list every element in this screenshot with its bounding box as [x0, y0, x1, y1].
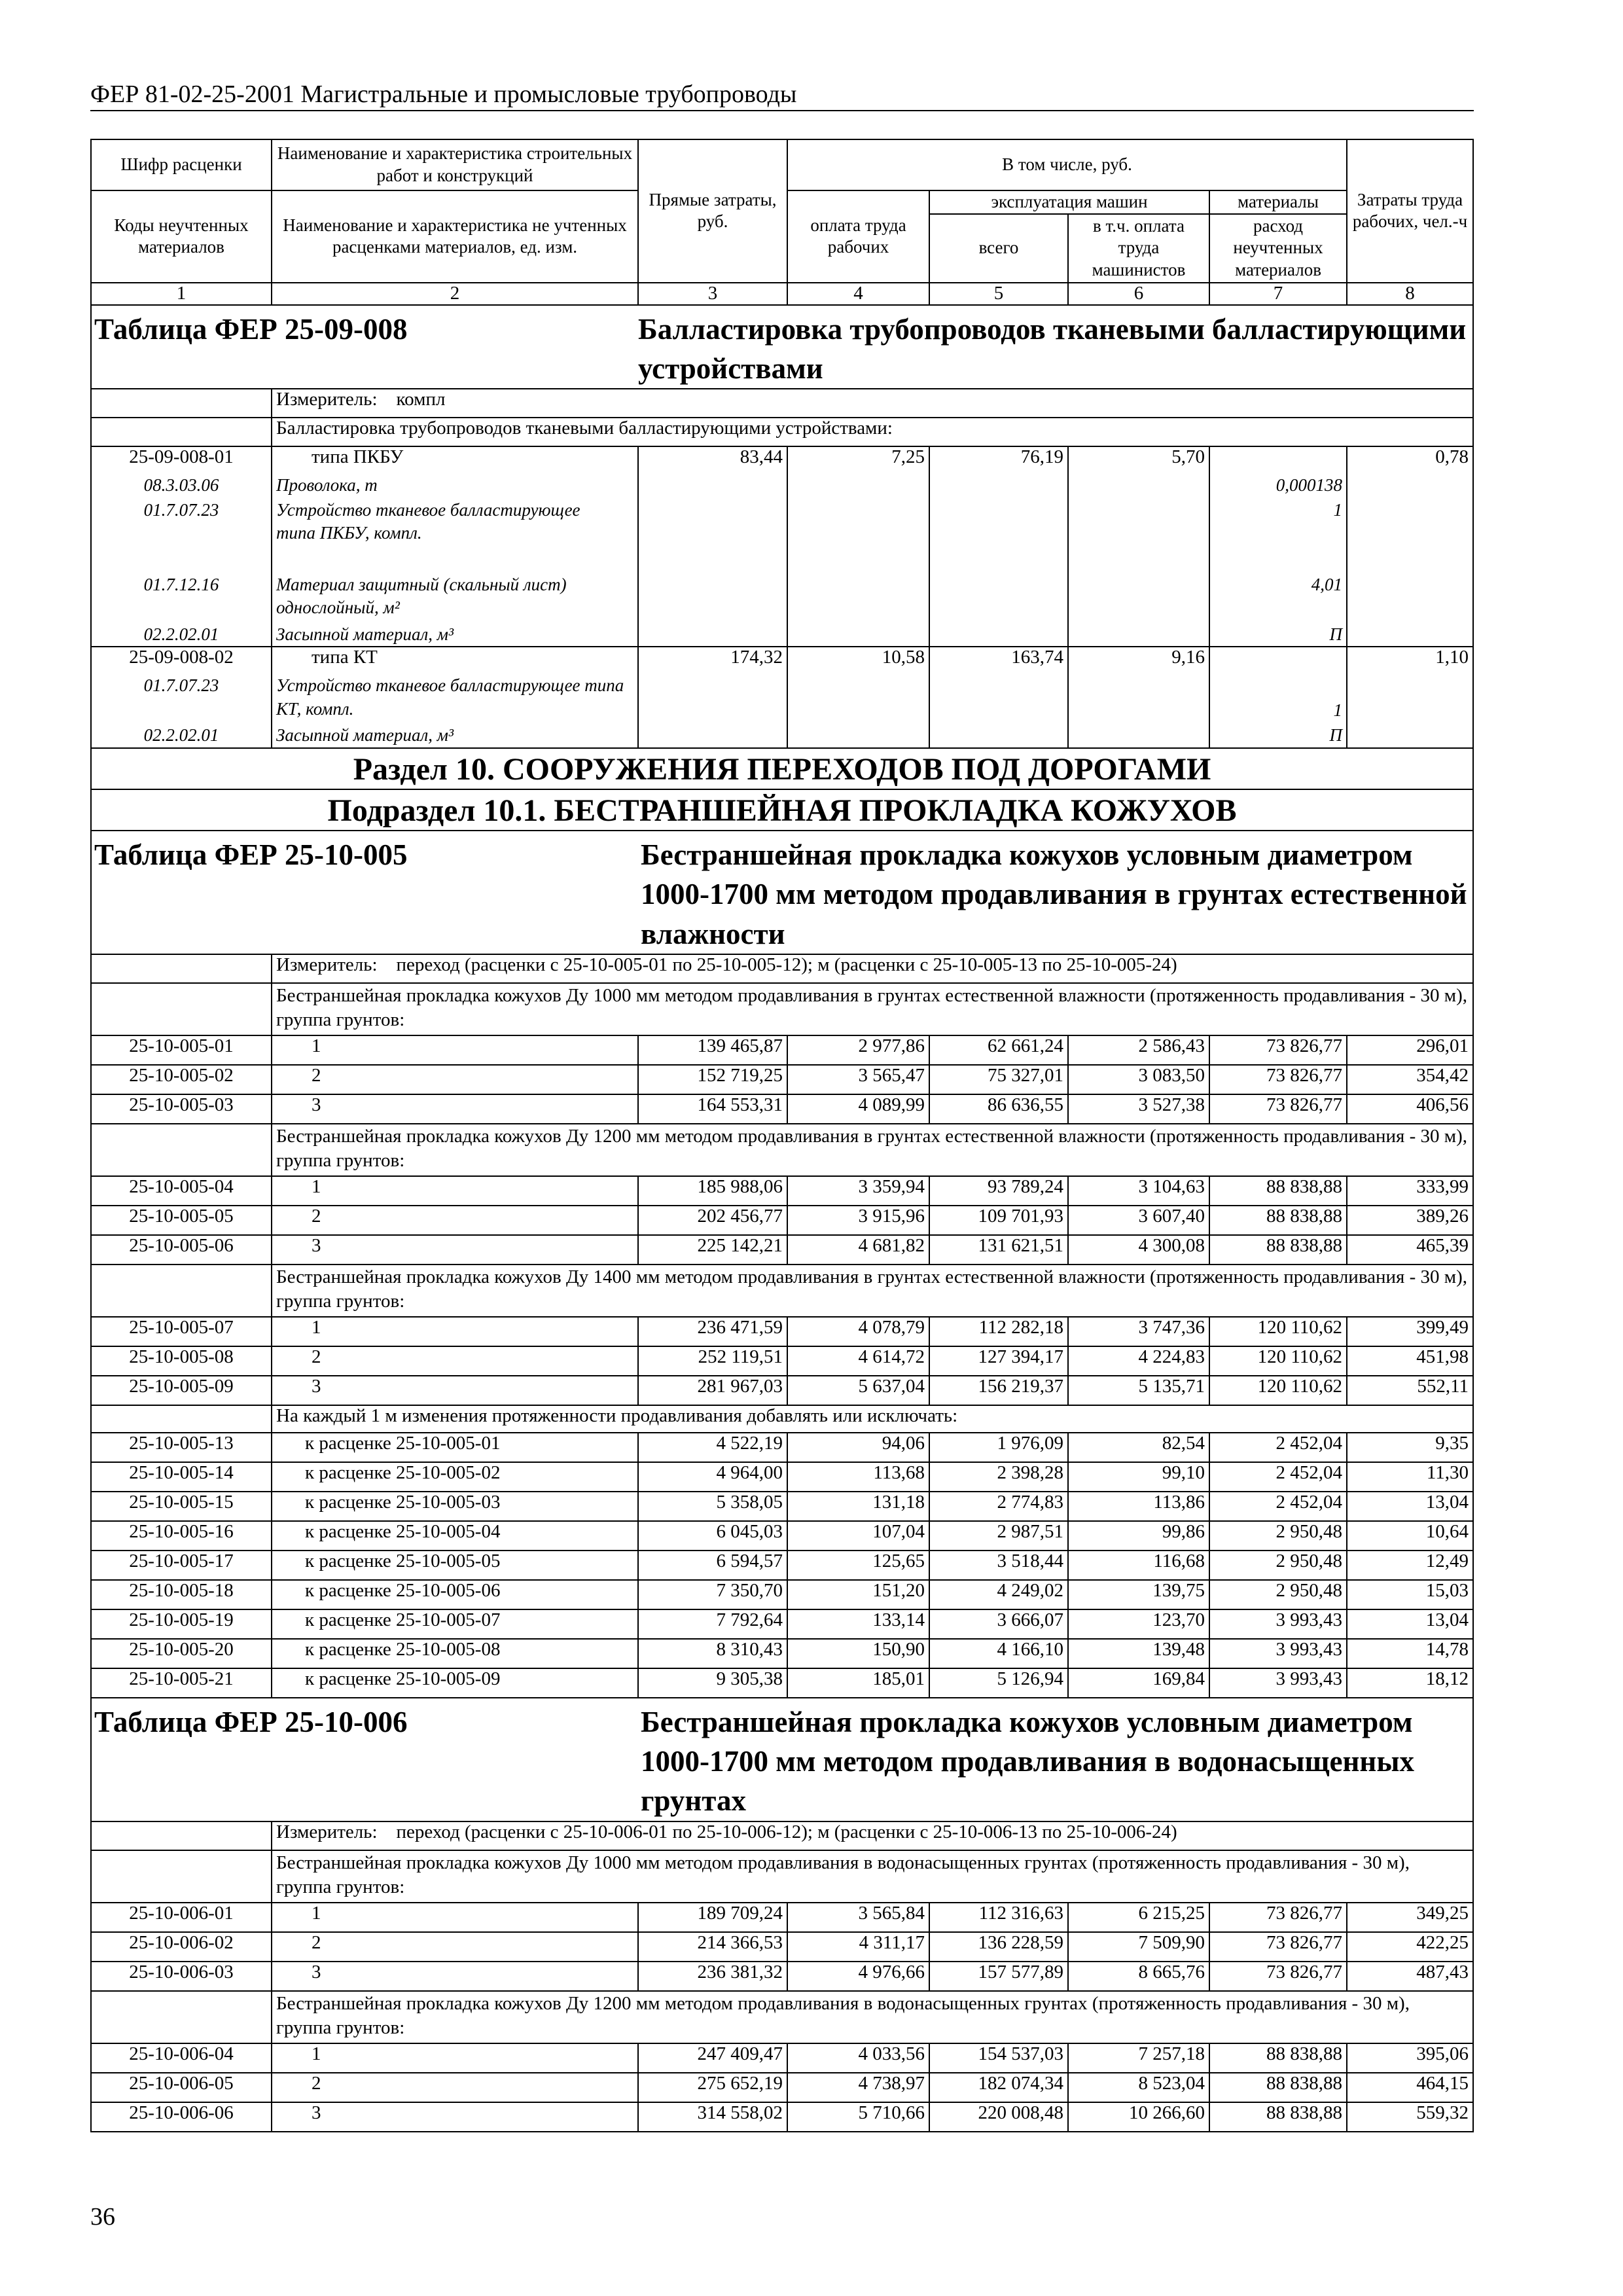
rate-code: 25-10-005-03	[91, 1094, 272, 1124]
wage-cost: 3 565,84	[787, 1903, 929, 1932]
wage-cost: 4 033,56	[787, 2043, 929, 2073]
direct-cost: 174,32	[638, 647, 787, 674]
wage-cost: 113,68	[787, 1462, 929, 1492]
rate-code: 25-10-006-05	[91, 2073, 272, 2102]
rate-code: 25-10-005-13	[91, 1433, 272, 1462]
machinist-wage: 8 665,76	[1068, 1962, 1209, 1991]
table-row	[91, 1668, 1473, 1698]
table-row	[91, 1317, 1473, 1346]
machinist-wage: 139,48	[1068, 1639, 1209, 1668]
materials-cost: 73 826,77	[1209, 1094, 1347, 1124]
direct-cost: 185 988,06	[638, 1176, 787, 1206]
material-code: 08.3.03.06 01.7.07.23 01.7.12.16 02.2.02.01	[91, 474, 272, 647]
col-direct-header: Прямые затраты, руб.	[638, 139, 787, 283]
wage-cost: 125,65	[787, 1551, 929, 1580]
table-row	[91, 1551, 1473, 1580]
rate-name: типа ПКБУ	[272, 446, 638, 474]
rate-code: 25-10-005-06	[91, 1235, 272, 1265]
machinist-wage: 10 266,60	[1068, 2102, 1209, 2132]
labor-cost: 399,49	[1347, 1317, 1473, 1346]
rate-code: 25-10-005-17	[91, 1551, 272, 1580]
machine-total: 4 249,02	[929, 1580, 1068, 1609]
table-row	[91, 1462, 1473, 1492]
machinist-wage: 5 135,71	[1068, 1376, 1209, 1405]
machine-total: 157 577,89	[929, 1962, 1068, 1991]
wage-cost: 4 078,79	[787, 1317, 929, 1346]
rate-name: 1	[272, 1035, 638, 1065]
material-qty: 0,000138 1 4,01 П	[1209, 474, 1347, 647]
machinist-wage: 113,86	[1068, 1492, 1209, 1521]
col-codes-unaccounted-header: Коды неучтенных материалов	[91, 190, 272, 283]
labor-cost: 422,25	[1347, 1932, 1473, 1962]
col-incl-wage-header: в т.ч. оплата труда машинистов	[1068, 214, 1209, 283]
col-num: 1	[91, 283, 272, 305]
wage-cost: 3 915,96	[787, 1206, 929, 1235]
materials-cost: 88 838,88	[1209, 1235, 1347, 1265]
direct-cost: 7 792,64	[638, 1609, 787, 1639]
machine-total: 109 701,93	[929, 1206, 1068, 1235]
rate-code: 25-10-005-14	[91, 1462, 272, 1492]
materials-cost: 3 993,43	[1209, 1639, 1347, 1668]
wage-cost: 4 738,97	[787, 2073, 929, 2102]
material-name: Устройство тканевое балластирующее типа КТ, компл. Засыпной материал, м³	[272, 674, 638, 747]
machine-total: 4 166,10	[929, 1639, 1068, 1668]
direct-cost: 164 553,31	[638, 1094, 787, 1124]
rate-name: 3	[272, 2102, 638, 2132]
materials-cost: 88 838,88	[1209, 2073, 1347, 2102]
materials-cost: 2 950,48	[1209, 1521, 1347, 1551]
col-labor-header: Затраты труда рабочих, чел.-ч	[1347, 139, 1473, 283]
machine-total: 86 636,55	[929, 1094, 1068, 1124]
materials-cost: 2 452,04	[1209, 1433, 1347, 1462]
table-row	[91, 1903, 1473, 1932]
machinist-wage: 9,16	[1068, 647, 1209, 674]
page-number: 36	[90, 2203, 115, 2231]
header-rule	[90, 110, 1474, 111]
materials-cost: 73 826,77	[1209, 1903, 1347, 1932]
rate-name: 3	[272, 1962, 638, 1991]
col-num: 3	[638, 283, 787, 305]
rate-name: 2	[272, 1206, 638, 1235]
table-title: Бестраншейная прокладка кожухов условным диаметром 1000-1700 мм методом продавливания в водонасыщенных грунтах	[638, 1698, 1473, 1821]
labor-cost: 395,06	[1347, 2043, 1473, 2073]
materials-cost: 73 826,77	[1209, 1962, 1347, 1991]
direct-cost: 83,44	[638, 446, 787, 474]
machinist-wage: 7 509,90	[1068, 1932, 1209, 1962]
table-row	[91, 1065, 1473, 1094]
price-table	[90, 139, 1474, 2132]
materials-cost: 88 838,88	[1209, 2102, 1347, 2132]
materials-cost: 73 826,77	[1209, 1035, 1347, 1065]
wage-cost: 94,06	[787, 1433, 929, 1462]
machine-total: 156 219,37	[929, 1376, 1068, 1405]
machinist-wage: 3 527,38	[1068, 1094, 1209, 1124]
rate-code: 25-10-005-05	[91, 1206, 272, 1235]
materials-cost: 120 110,62	[1209, 1346, 1347, 1376]
rate-name: 3	[272, 1235, 638, 1265]
labor-cost: 406,56	[1347, 1094, 1473, 1124]
table-row	[91, 2043, 1473, 2073]
labor-cost: 389,26	[1347, 1206, 1473, 1235]
direct-cost: 4 964,00	[638, 1462, 787, 1492]
col-num: 8	[1347, 283, 1473, 305]
col-consumption-header: расход неучтенных материалов	[1209, 214, 1347, 283]
machinist-wage: 4 300,08	[1068, 1235, 1209, 1265]
machinist-wage: 3 104,63	[1068, 1176, 1209, 1206]
table-row	[91, 1580, 1473, 1609]
labor-cost: 354,42	[1347, 1065, 1473, 1094]
materials-cost: 73 826,77	[1209, 1065, 1347, 1094]
machine-total: 3 666,07	[929, 1609, 1068, 1639]
machinist-wage: 3 083,50	[1068, 1065, 1209, 1094]
table-row	[91, 2102, 1473, 2132]
rate-code: 25-10-006-01	[91, 1903, 272, 1932]
labor-cost: 14,78	[1347, 1639, 1473, 1668]
labor-cost: 464,15	[1347, 2073, 1473, 2102]
rate-code: 25-10-005-15	[91, 1492, 272, 1521]
table-number: Таблица ФЕР 25-10-005	[91, 831, 638, 954]
group-label: Бестраншейная прокладка кожухов Ду 1400 мм методом продавливания в грунтах естественной влажности (протяженность продавливания - 30 м), группа грунтов:	[272, 1265, 1473, 1317]
machinist-wage: 7 257,18	[1068, 2043, 1209, 2073]
rate-code: 25-10-005-18	[91, 1580, 272, 1609]
table-number: Таблица ФЕР 25-09-008	[91, 305, 638, 389]
table-row	[91, 1235, 1473, 1265]
labor-cost: 15,03	[1347, 1580, 1473, 1609]
rate-code: 25-10-005-02	[91, 1065, 272, 1094]
machine-total: 163,74	[929, 647, 1068, 674]
table-number: Таблица ФЕР 25-10-006	[91, 1698, 638, 1821]
labor-cost: 1,10	[1347, 647, 1473, 674]
materials-cost: 88 838,88	[1209, 1206, 1347, 1235]
machinist-wage: 139,75	[1068, 1580, 1209, 1609]
labor-cost: 487,43	[1347, 1962, 1473, 1991]
direct-cost: 152 719,25	[638, 1065, 787, 1094]
wage-cost: 5 710,66	[787, 2102, 929, 2132]
wage-cost: 7,25	[787, 446, 929, 474]
machine-total: 1 976,09	[929, 1433, 1068, 1462]
machine-total: 154 537,03	[929, 2043, 1068, 2073]
rate-name: к расценке 25-10-005-04	[272, 1521, 638, 1551]
col-code-header: Шифр расценки	[91, 139, 272, 190]
wage-cost: 151,20	[787, 1580, 929, 1609]
machine-total: 220 008,48	[929, 2102, 1068, 2132]
machine-total: 75 327,01	[929, 1065, 1068, 1094]
col-name2-header: Наименование и характеристика не учтенных расценками материалов, ед. изм.	[272, 190, 638, 283]
machine-total: 136 228,59	[929, 1932, 1068, 1962]
col-num: 6	[1068, 283, 1209, 305]
table-row	[91, 1609, 1473, 1639]
table-row	[91, 1094, 1473, 1124]
rate-name: 2	[272, 1932, 638, 1962]
rate-name: 1	[272, 2043, 638, 2073]
labor-cost: 0,78	[1347, 446, 1473, 474]
machinist-wage: 8 523,04	[1068, 2073, 1209, 2102]
rate-name: 1	[272, 1903, 638, 1932]
direct-cost: 8 310,43	[638, 1639, 787, 1668]
labor-cost: 12,49	[1347, 1551, 1473, 1580]
col-num: 5	[929, 283, 1068, 305]
material-qty: 1 П	[1209, 674, 1347, 747]
material-code: 01.7.07.23 02.2.02.01	[91, 674, 272, 747]
section-title: Раздел 10. СООРУЖЕНИЯ ПЕРЕХОДОВ ПОД ДОРОГАМИ	[91, 748, 1473, 789]
direct-cost: 4 522,19	[638, 1433, 787, 1462]
machine-total: 2 987,51	[929, 1521, 1068, 1551]
group-label: Бестраншейная прокладка кожухов Ду 1000 мм методом продавливания в водонасыщенных грунтах (протяженность продавливания - 30 м), группа грунтов:	[272, 1850, 1473, 1903]
rate-code: 25-10-006-06	[91, 2102, 272, 2132]
machinist-wage: 169,84	[1068, 1668, 1209, 1698]
rate-name: 2	[272, 2073, 638, 2102]
wage-cost: 5 637,04	[787, 1376, 929, 1405]
measure-line: Измеритель: переход (расценки с 25-10-006-01 по 25-10-006-12); м (расценки с 25-10-006-13 по 25-10-006-24)	[272, 1821, 1473, 1850]
group-label: Бестраншейная прокладка кожухов Ду 1200 мм методом продавливания в грунтах естественной влажности (протяженность продавливания - 30 м), группа грунтов:	[272, 1124, 1473, 1176]
table-title: Балластировка трубопроводов тканевыми балластирующими устройствами	[638, 305, 1473, 389]
direct-cost: 225 142,21	[638, 1235, 787, 1265]
table-row	[91, 1346, 1473, 1376]
labor-cost: 333,99	[1347, 1176, 1473, 1206]
col-incl-header: В том числе, руб.	[787, 139, 1347, 190]
rate-name: 2	[272, 1065, 638, 1094]
rate-code: 25-10-005-16	[91, 1521, 272, 1551]
direct-cost: 6 045,03	[638, 1521, 787, 1551]
labor-cost: 552,11	[1347, 1376, 1473, 1405]
measure-line: Измеритель: переход (расценки с 25-10-005-01 по 25-10-005-12); м (расценки с 25-10-005-13 по 25-10-005-24)	[272, 954, 1473, 983]
col-total-header: всего	[929, 214, 1068, 283]
col-num: 4	[787, 283, 929, 305]
machinist-wage: 5,70	[1068, 446, 1209, 474]
rate-code: 25-10-005-19	[91, 1609, 272, 1639]
materials-cost: 3 993,43	[1209, 1609, 1347, 1639]
wage-cost: 4 311,17	[787, 1932, 929, 1962]
labor-cost: 13,04	[1347, 1609, 1473, 1639]
table-row	[91, 1176, 1473, 1206]
direct-cost: 314 558,02	[638, 2102, 787, 2132]
machine-total: 182 074,34	[929, 2073, 1068, 2102]
rate-name: 2	[272, 1346, 638, 1376]
materials-cost: 120 110,62	[1209, 1376, 1347, 1405]
table-row	[91, 1492, 1473, 1521]
direct-cost: 252 119,51	[638, 1346, 787, 1376]
rate-name: к расценке 25-10-005-08	[272, 1639, 638, 1668]
machinist-wage: 6 215,25	[1068, 1903, 1209, 1932]
group-label: На каждый 1 м изменения протяженности продавливания добавлять или исключать:	[272, 1405, 1473, 1433]
material-name: Проволока, т Устройство тканевое балластирующее типа ПКБУ, компл. Материал защитный (скальный лист) однослойный, м² Засыпной материал, м³	[272, 474, 638, 647]
rate-code: 25-10-006-02	[91, 1932, 272, 1962]
measure-line: Измеритель: компл	[272, 389, 1473, 418]
rate-code: 25-10-005-04	[91, 1176, 272, 1206]
machinist-wage: 116,68	[1068, 1551, 1209, 1580]
direct-cost: 281 967,03	[638, 1376, 787, 1405]
wage-cost: 185,01	[787, 1668, 929, 1698]
materials-cost: 2 452,04	[1209, 1462, 1347, 1492]
wage-cost: 131,18	[787, 1492, 929, 1521]
machinist-wage: 99,86	[1068, 1521, 1209, 1551]
machine-total: 131 621,51	[929, 1235, 1068, 1265]
col-name-header: Наименование и характеристика строительных работ и конструкций	[272, 139, 638, 190]
table-row	[91, 1932, 1473, 1962]
group-label: Бестраншейная прокладка кожухов Ду 1000 мм методом продавливания в грунтах естественной влажности (протяженность продавливания - 30 м), группа грунтов:	[272, 983, 1473, 1035]
rate-name: к расценке 25-10-005-09	[272, 1668, 638, 1698]
machine-total: 62 661,24	[929, 1035, 1068, 1065]
group-label: Бестраншейная прокладка кожухов Ду 1200 мм методом продавливания в водонасыщенных грунтах (протяженность продавливания - 30 м), группа грунтов:	[272, 1991, 1473, 2043]
direct-cost: 247 409,47	[638, 2043, 787, 2073]
materials-cost: 73 826,77	[1209, 1932, 1347, 1962]
labor-cost: 451,98	[1347, 1346, 1473, 1376]
machine-total: 2 774,83	[929, 1492, 1068, 1521]
rate-name: к расценке 25-10-005-06	[272, 1580, 638, 1609]
rate-name: типа КТ	[272, 647, 638, 674]
direct-cost: 202 456,77	[638, 1206, 787, 1235]
direct-cost: 9 305,38	[638, 1668, 787, 1698]
labor-cost: 296,01	[1347, 1035, 1473, 1065]
labor-cost: 9,35	[1347, 1433, 1473, 1462]
labor-cost: 349,25	[1347, 1903, 1473, 1932]
table-row	[91, 1035, 1473, 1065]
machine-total: 2 398,28	[929, 1462, 1068, 1492]
rate-name: 3	[272, 1094, 638, 1124]
wage-cost: 133,14	[787, 1609, 929, 1639]
labor-cost: 559,32	[1347, 2102, 1473, 2132]
table-row	[91, 1206, 1473, 1235]
direct-cost: 275 652,19	[638, 2073, 787, 2102]
rate-code: 25-10-005-09	[91, 1376, 272, 1405]
table-title: Бестраншейная прокладка кожухов условным диаметром 1000-1700 мм методом продавливания в грунтах естественной влажности	[638, 831, 1473, 954]
col-exploitation-header: эксплуатация машин	[929, 190, 1209, 214]
materials-cost: 120 110,62	[1209, 1317, 1347, 1346]
labor-cost: 18,12	[1347, 1668, 1473, 1698]
table-row	[91, 1433, 1473, 1462]
col-num: 2	[272, 283, 638, 305]
materials-cost: 88 838,88	[1209, 1176, 1347, 1206]
subsection-title: Подраздел 10.1. БЕСТРАНШЕЙНАЯ ПРОКЛАДКА КОЖУХОВ	[91, 789, 1473, 831]
rate-code: 25-10-005-20	[91, 1639, 272, 1668]
machinist-wage: 82,54	[1068, 1433, 1209, 1462]
rate-code: 25-09-008-02	[91, 647, 272, 674]
direct-cost: 6 594,57	[638, 1551, 787, 1580]
labor-cost: 10,64	[1347, 1521, 1473, 1551]
machinist-wage: 3 747,36	[1068, 1317, 1209, 1346]
table-row	[91, 1962, 1473, 1991]
wage-cost: 3 565,47	[787, 1065, 929, 1094]
wage-cost: 4 681,82	[787, 1235, 929, 1265]
machinist-wage: 3 607,40	[1068, 1206, 1209, 1235]
col-wage-header: оплата труда рабочих	[787, 190, 929, 283]
materials-cost: 3 993,43	[1209, 1668, 1347, 1698]
direct-cost: 7 350,70	[638, 1580, 787, 1609]
table-row	[91, 1521, 1473, 1551]
machine-total: 93 789,24	[929, 1176, 1068, 1206]
machine-total: 112 316,63	[929, 1903, 1068, 1932]
rate-name: к расценке 25-10-005-02	[272, 1462, 638, 1492]
direct-cost: 236 381,32	[638, 1962, 787, 1991]
wage-cost: 107,04	[787, 1521, 929, 1551]
page-header: ФЕР 81-02-25-2001 Магистральные и промысловые трубопроводы	[90, 81, 797, 108]
rate-name: к расценке 25-10-005-07	[272, 1609, 638, 1639]
rate-name: к расценке 25-10-005-03	[272, 1492, 638, 1521]
machinist-wage: 123,70	[1068, 1609, 1209, 1639]
col-num: 7	[1209, 283, 1347, 305]
direct-cost: 189 709,24	[638, 1903, 787, 1932]
wage-cost: 10,58	[787, 647, 929, 674]
materials-cost: 88 838,88	[1209, 2043, 1347, 2073]
direct-cost: 5 358,05	[638, 1492, 787, 1521]
rate-code: 25-10-005-21	[91, 1668, 272, 1698]
machinist-wage: 4 224,83	[1068, 1346, 1209, 1376]
labor-cost: 13,04	[1347, 1492, 1473, 1521]
rate-name: к расценке 25-10-005-01	[272, 1433, 638, 1462]
labor-cost: 465,39	[1347, 1235, 1473, 1265]
wage-cost: 3 359,94	[787, 1176, 929, 1206]
rate-code: 25-10-005-08	[91, 1346, 272, 1376]
machine-total: 3 518,44	[929, 1551, 1068, 1580]
rate-name: 3	[272, 1376, 638, 1405]
materials-cost: 2 950,48	[1209, 1551, 1347, 1580]
rate-name: 1	[272, 1176, 638, 1206]
wage-cost: 150,90	[787, 1639, 929, 1668]
rate-code: 25-10-005-07	[91, 1317, 272, 1346]
labor-cost: 11,30	[1347, 1462, 1473, 1492]
table-row	[91, 1376, 1473, 1405]
rate-code: 25-10-006-03	[91, 1962, 272, 1991]
group-label: Балластировка трубопроводов тканевыми балластирующими устройствами:	[272, 418, 1473, 446]
wage-cost: 4 976,66	[787, 1962, 929, 1991]
wage-cost: 4 614,72	[787, 1346, 929, 1376]
materials-cost: 2 950,48	[1209, 1580, 1347, 1609]
direct-cost: 139 465,87	[638, 1035, 787, 1065]
rate-name: к расценке 25-10-005-05	[272, 1551, 638, 1580]
rate-code: 25-10-005-01	[91, 1035, 272, 1065]
wage-cost: 4 089,99	[787, 1094, 929, 1124]
table-row	[91, 2073, 1473, 2102]
machine-total: 76,19	[929, 446, 1068, 474]
machinist-wage: 2 586,43	[1068, 1035, 1209, 1065]
rate-name: 1	[272, 1317, 638, 1346]
col-materials-header: материалы	[1209, 190, 1347, 214]
rate-code: 25-10-006-04	[91, 2043, 272, 2073]
direct-cost: 214 366,53	[638, 1932, 787, 1962]
machine-total: 112 282,18	[929, 1317, 1068, 1346]
materials-cost: 2 452,04	[1209, 1492, 1347, 1521]
direct-cost: 236 471,59	[638, 1317, 787, 1346]
machine-total: 127 394,17	[929, 1346, 1068, 1376]
wage-cost: 2 977,86	[787, 1035, 929, 1065]
rate-code: 25-09-008-01	[91, 446, 272, 474]
machine-total: 5 126,94	[929, 1668, 1068, 1698]
machinist-wage: 99,10	[1068, 1462, 1209, 1492]
table-row	[91, 1639, 1473, 1668]
